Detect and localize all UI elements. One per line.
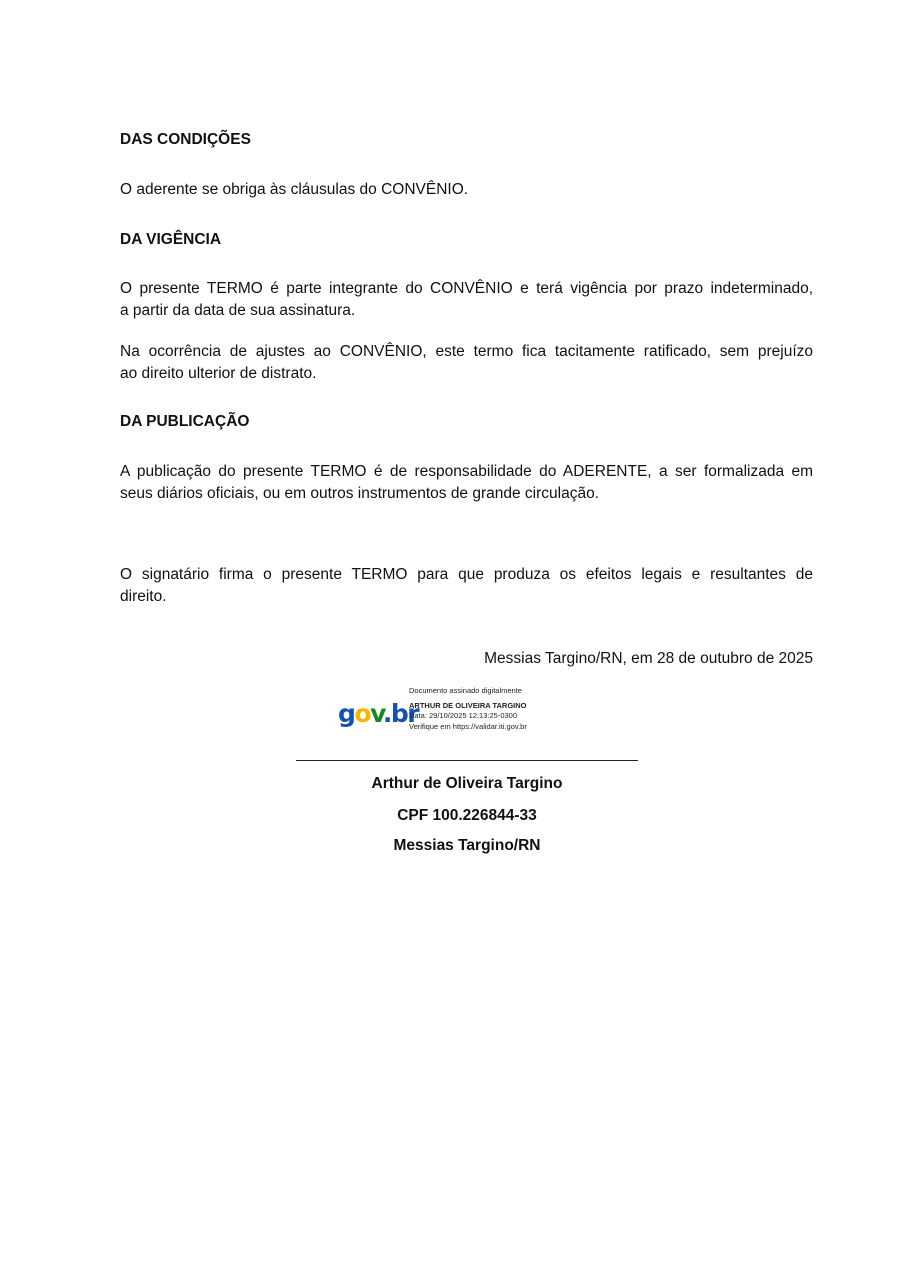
heading-vigencia: DA VIGÊNCIA	[120, 231, 222, 248]
signature-details	[409, 686, 527, 732]
paragraph-vigencia-2-line-1: Na ocorrência de ajustes ao CONVÊNIO, este termo fica tacitamente ratificado, sem prejuízo	[120, 343, 813, 360]
govbr-logo: gov.br	[338, 699, 419, 728]
signature-line	[296, 760, 638, 761]
closing-paragraph-line-1: O signatário firma o presente TERMO para que produza os efeitos legais e resultantes de	[120, 566, 813, 583]
heading-publicacao: DA PUBLICAÇÃO	[120, 413, 250, 430]
closing-paragraph-line-2: direito.	[120, 588, 167, 605]
signature-verify-link: Verifique em https://validar.iti.gov.br	[409, 721, 527, 731]
paragraph-vigencia-2-line-2: ao direito ulterior de distrato.	[120, 365, 317, 382]
signatory-cpf: CPF 100.226844-33	[397, 807, 537, 824]
paragraph-publicacao-line-2: seus diários oficiais, ou em outros instrumentos de grande circulação.	[120, 485, 600, 502]
place-and-date: Messias Targino/RN, em 28 de outubro de 2025	[484, 650, 813, 667]
paragraph-vigencia-1-line-1: O presente TERMO é parte integrante do CONVÊNIO e terá vigência por prazo indeterminado,	[120, 280, 813, 297]
signatory-location: Messias Targino/RN	[393, 837, 541, 854]
paragraph-vigencia-1-line-2: a partir da data de sua assinatura.	[120, 302, 356, 319]
paragraph-condicoes: O aderente se obriga às cláusulas do CONVÊNIO.	[120, 181, 469, 198]
signature-date: Data: 29/10/2025 12:13:25-0300	[409, 711, 518, 720]
paragraph-publicacao-line-1: A publicação do presente TERMO é de responsabilidade do ADERENTE, a ser formalizada em	[120, 463, 813, 480]
signature-signer: ARTHUR DE OLIVEIRA TARGINO	[409, 700, 527, 710]
digital-signature-stamp	[338, 686, 578, 738]
heading-condicoes: DAS CONDIÇÕES	[120, 131, 251, 148]
signature-header: Documento assinado digitalmente	[409, 686, 522, 695]
signatory-name: Arthur de Oliveira Targino	[371, 775, 563, 792]
